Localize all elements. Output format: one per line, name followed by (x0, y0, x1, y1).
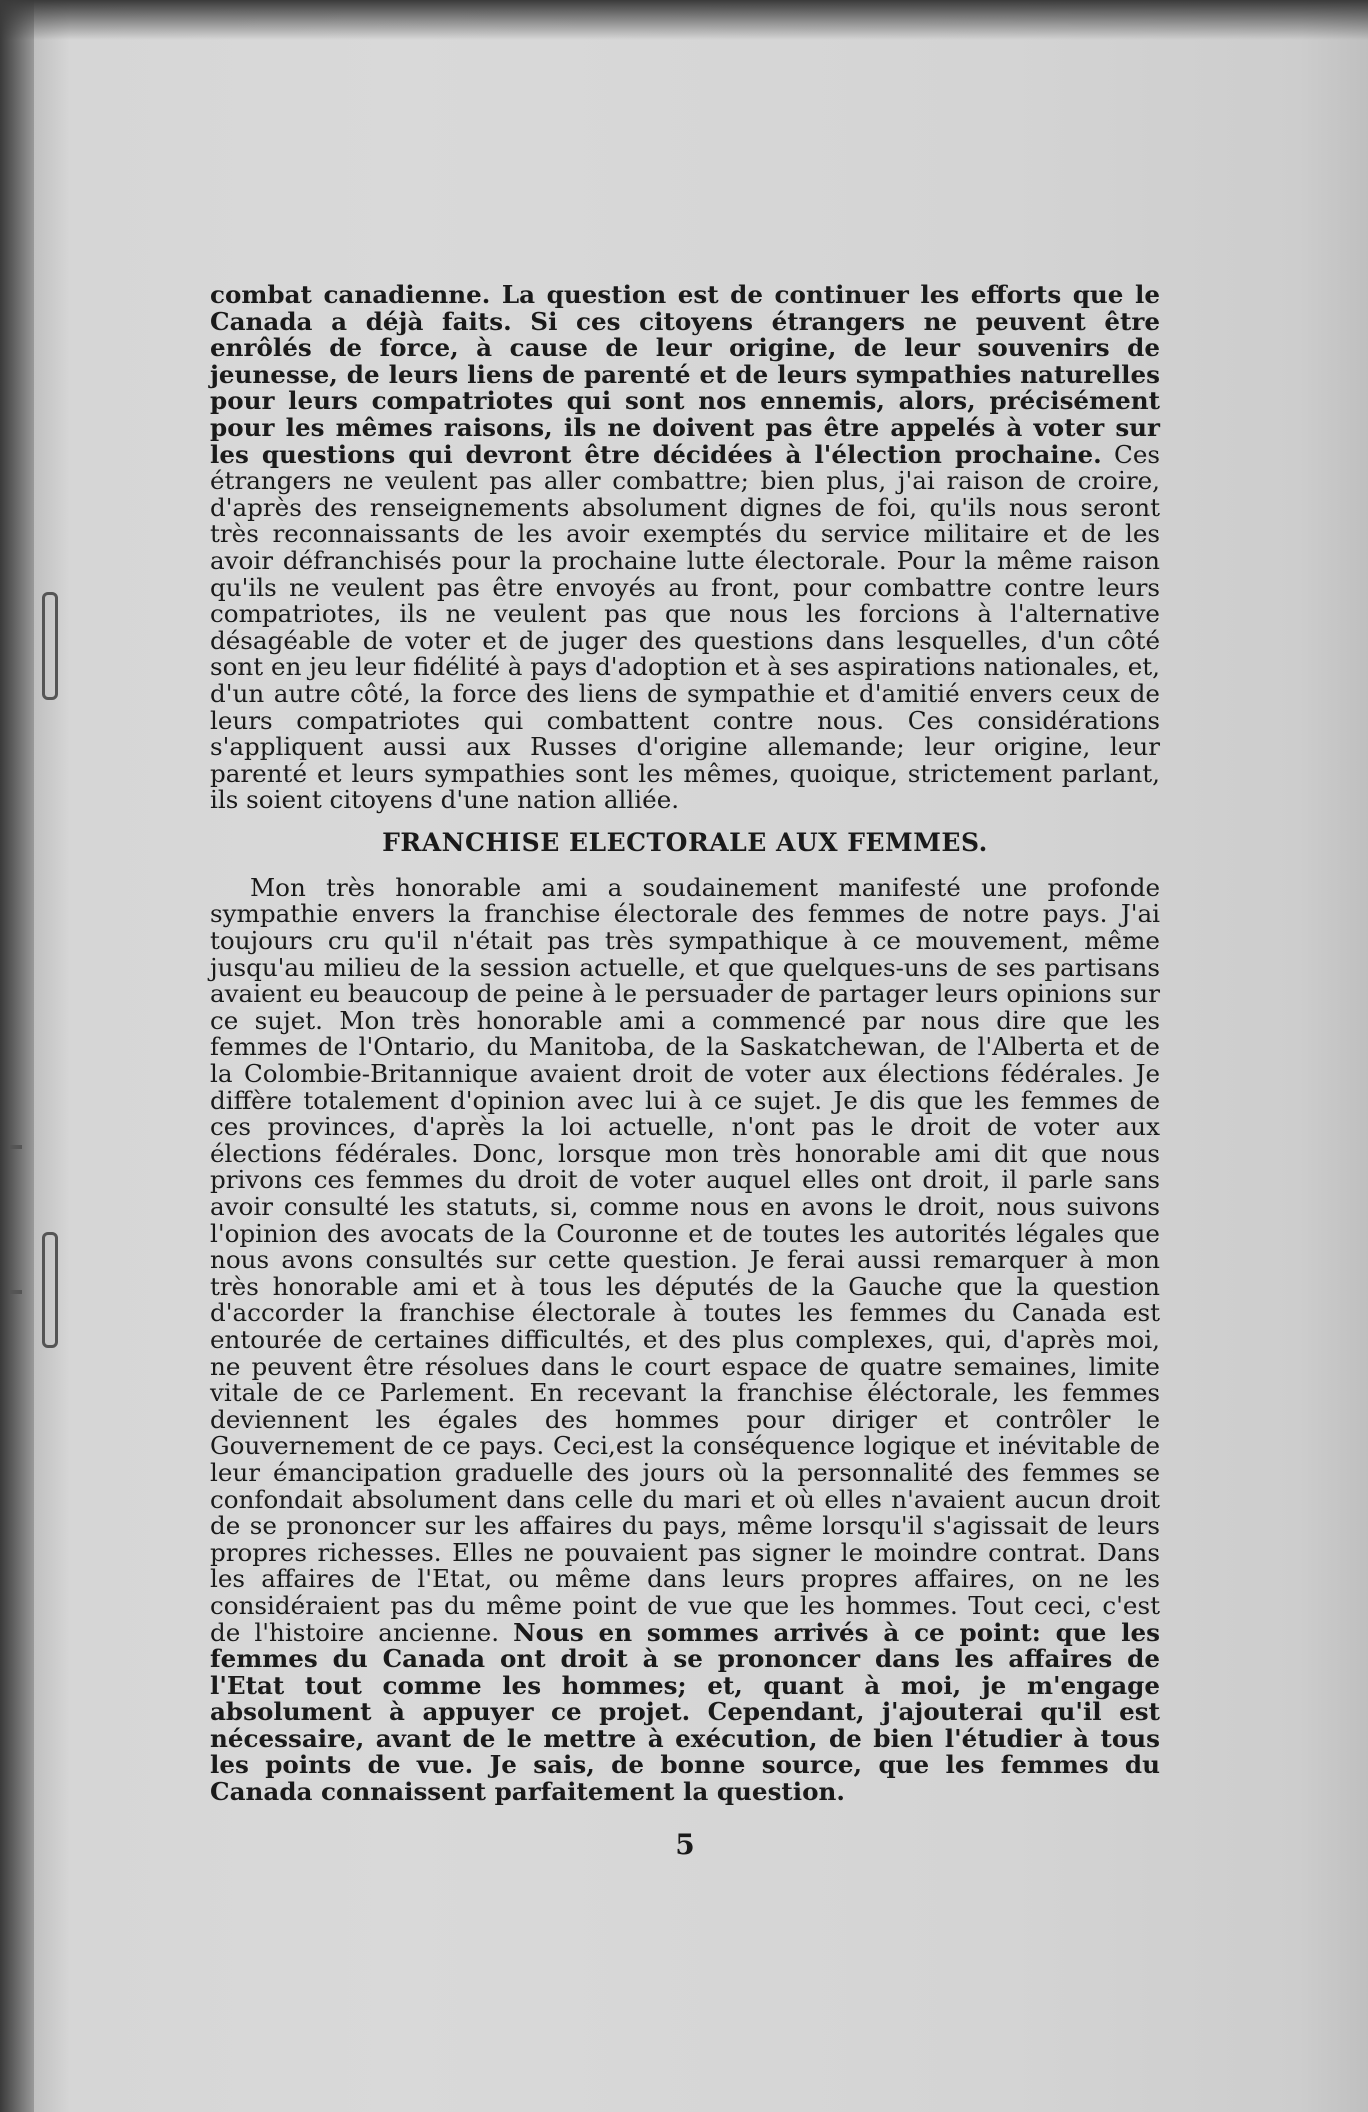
paragraph-main-regular: Mon très honorable ami a soudainement manifesté une profonde sympathie envers la franchise électorale des femmes de notre pays. J'ai toujours cru qu'il n'était pas très sympathique à ce mouvement, même jusqu'au milieu de la session actuelle, et que quelques-uns de ses partisans avaient eu beaucoup de peine à le persuader de partager leurs opinions sur ce sujet. Mon très honorable ami a commencé par nous dire que les femmes de l'Ontario, du Manitoba, de la Saskatchewan, de l'Alberta et de la Colombie-Britannique avaient droit de voter aux élections fédérales. Je diffère totalement d'opinion avec lui à ce sujet. Je dis que les femmes de ces provinces, d'après la loi actuelle, n'ont pas le droit de voter aux élections fédérales. Donc, lorsque mon très honorable ami dit que nous privons ces femmes du droit de voter auquel elles ont droit, il parle sans avoir consulté les statuts, si, comme nous en avons le droit, nous suivons l'opinion des avocats de la Couronne et de toutes les autorités légales que nous avons consultés sur cette question. Je ferai aussi remarquer à mon très honorable ami et à tous les députés de la Gauche que la question d'accorder la franchise électorale à toutes les femmes du Canada est entourée de certaines difficultés, et des plus complexes, qui, d'après moi, ne peuvent être résolues dans le court espace de quatre semaines, limite vitale de ce Parlement. En recevant la franchise éléctorale, les femmes deviennent les égales des hommes pour diriger et contrôler le Gouvernement de ce pays. Ceci,est la conséquence logique et inévitable de leur émancipation graduelle des jours où la personnalité des femmes se confondait absolument dans celle du mari et où elles n'avaient aucun droit de se prononcer sur les affaires du pays, même lorsqu'il s'agissait de leurs propres richesses. Elles ne pouvaient pas signer le moindre contrat. Dans les affaires de l'Etat, ou même dans leurs propres affaires, on ne les considéraient pas du même point de vue que les hommes. Tout ceci, c'est de l'histoire ancienne. (210, 872, 1160, 1647)
margin-mark (10, 1145, 22, 1149)
paragraph-continuation (210, 282, 1160, 814)
page-top-edge (0, 0, 1368, 40)
paragraph-main-bold: Nous en sommes arrivés à ce point: que les femmes du Canada ont droit à se prononcer dans les affaires de l'Etat tout comme les hommes; et, quant à moi, je m'engage absolument à appuyer ce projet. Cependant, j'ajouterai qu'il est nécessaire, avant de le mettre à exécution, de bien l'étudier à tous les points de vue. Je sais, de bonne source, que les femmes du Canada connaissent parfaitement la question. (210, 1617, 1160, 1807)
section-heading: FRANCHISE ELECTORALE AUX FEMMES. (382, 827, 988, 857)
paragraph-top-regular: Ces étrangers ne veulent pas aller combattre; bien plus, j'ai raison de croire, d'après des renseignements absolument dignes de foi, qu'ils nous seront très reconnaissants de les avoir exemptés du service militaire et de les avoir défranchisés pour la prochaine lutte électorale. Pour la même raison qu'ils ne veulent pas être envoyés au front, pour combattre contre leurs compatriotes, ils ne veulent pas que nous les forcions à l'alternative désagéable de voter et de juger des questions dans lesquelles, d'un côté sont en jeu leur fidélité à pays d'adoption et à ses aspirations nationales, et, d'un autre côté, la force des liens de sympathie et d'amitié envers ceux de leurs compatriotes qui combattent contre nous. Ces considérations s'appliquent aussi aux Russes d'origine allemande; leur origine, leur parenté et leurs sympathies sont les mêmes, quoique, strictement parlant, ils soient citoyens d'une nation alliée. (210, 439, 1160, 815)
page-number: 5 (675, 1827, 695, 1861)
paragraph-top-bold: combat canadienne. La question est de continuer les efforts que le Canada a déjà faits. Si ces citoyens étrangers ne peuvent être enrôlés de force, à cause de leur origine, de leur souvenirs de jeunesse, de leurs liens de parenté et de leurs sympathies naturelles pour leurs compatriotes qui sont nos ennemis, alors, précisément pour les mêmes raisons, ils ne doivent pas être appelés à voter sur les questions qui devront être décidées à l'élection prochaine. (210, 280, 1160, 469)
document-body (210, 282, 1160, 1861)
staple-mark (42, 1232, 58, 1348)
paragraph-main (210, 872, 1160, 1807)
staple-mark (42, 592, 58, 700)
binding-gutter-shadow (0, 0, 34, 2112)
margin-mark (10, 1290, 22, 1294)
